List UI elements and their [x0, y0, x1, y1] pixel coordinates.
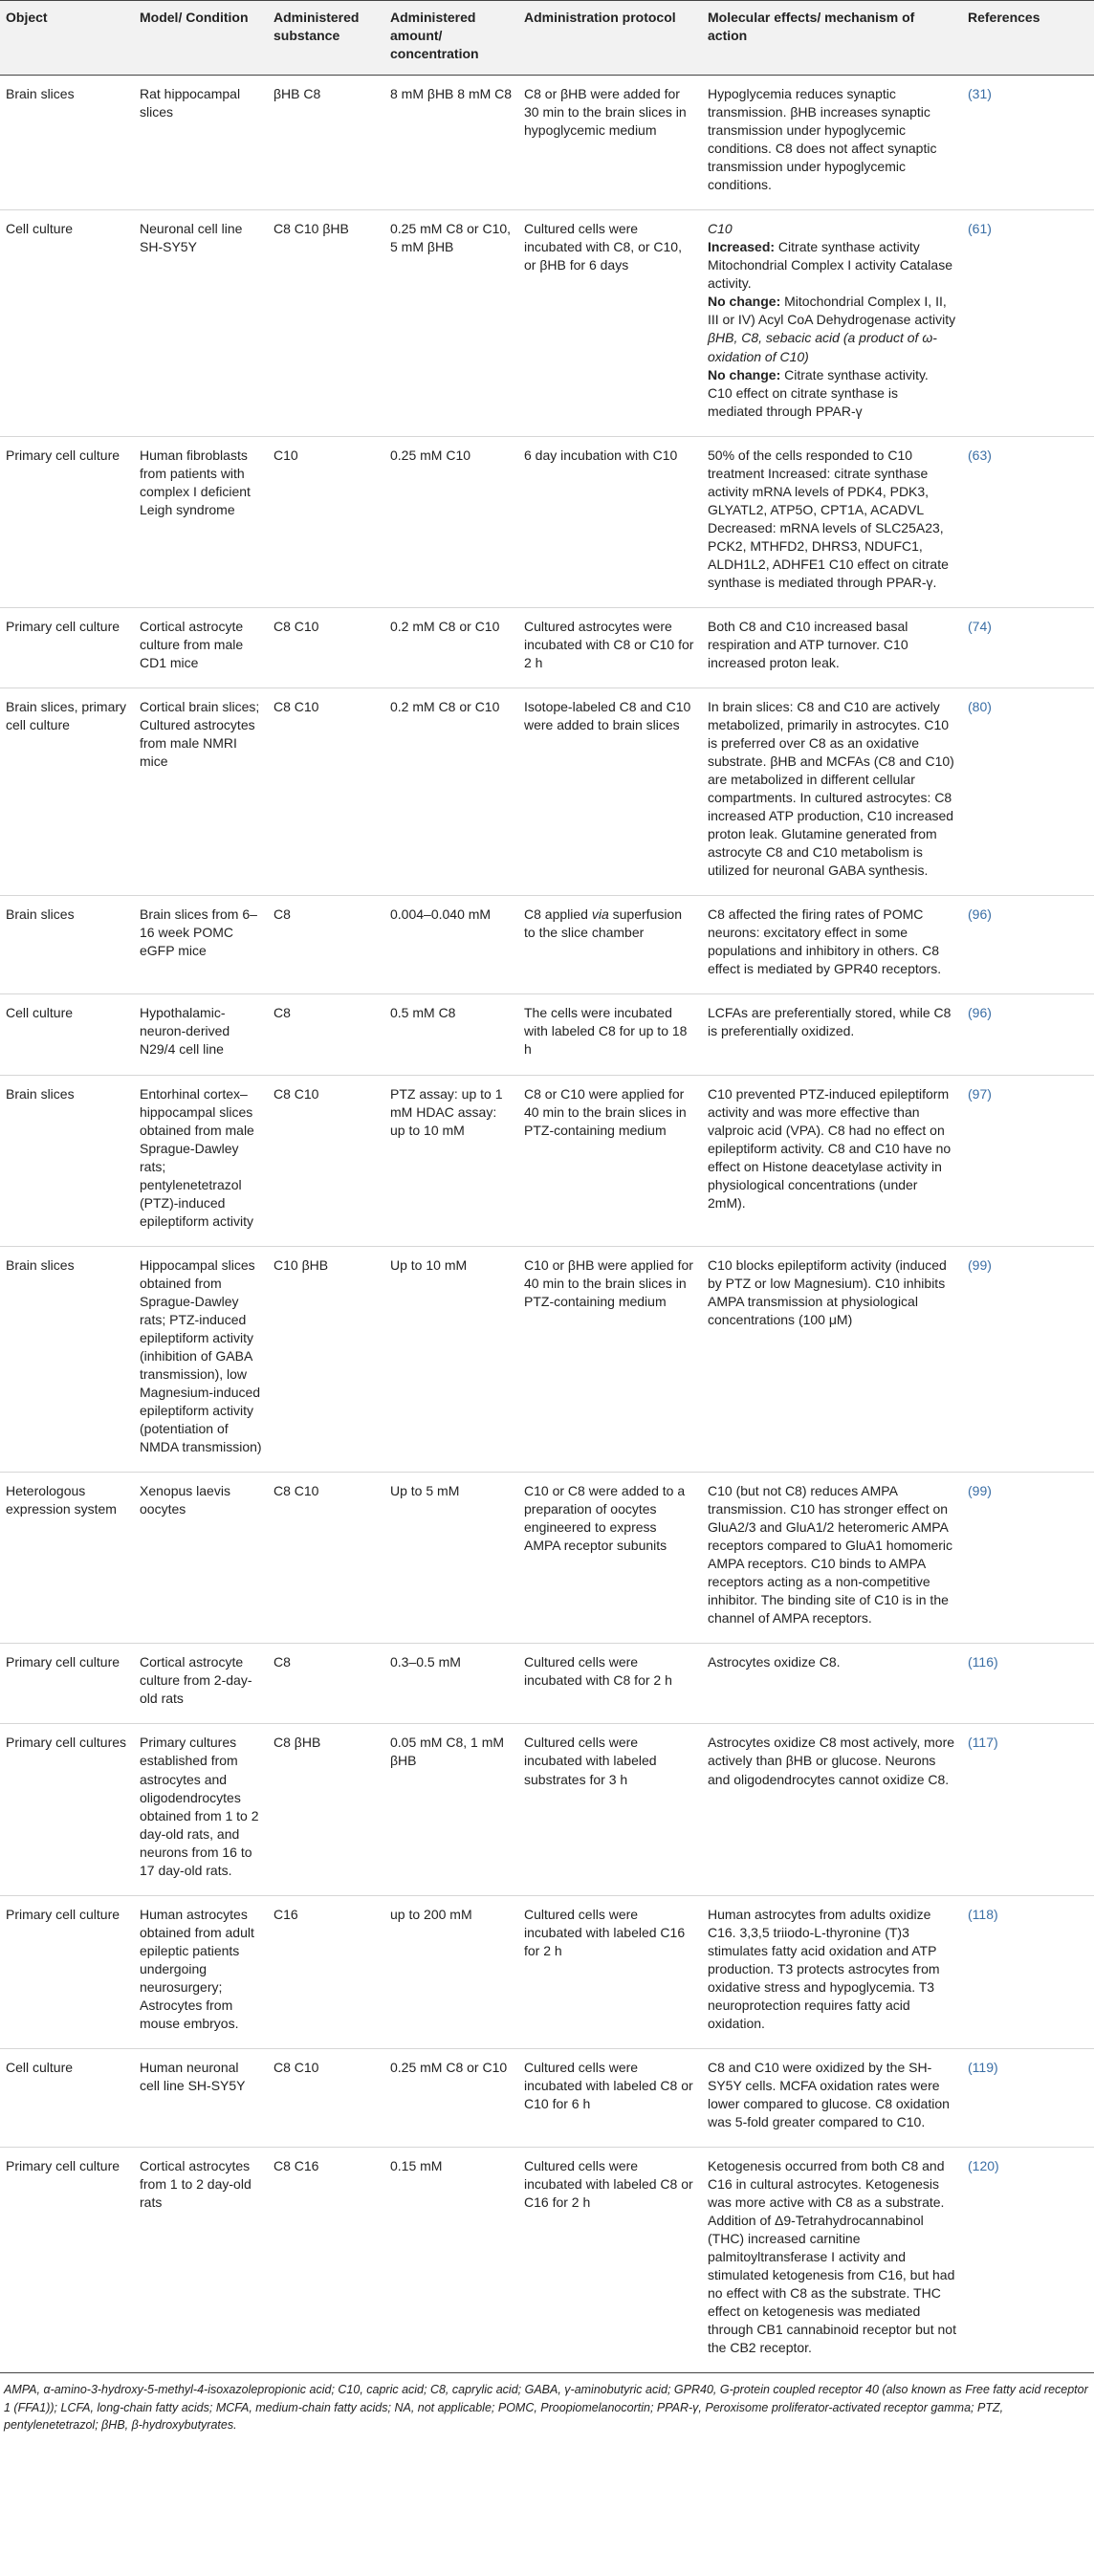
table-row [0, 607, 1094, 688]
effects-bold-label: Increased: [708, 239, 776, 255]
cell-substance: C16 [268, 1895, 384, 2048]
cell-object: Primary cell culture [0, 436, 134, 607]
cell-substance: C8 C16 [268, 2148, 384, 2373]
effects-bold-label: No change: [708, 366, 781, 382]
reference-link[interactable]: (118) [962, 1895, 1094, 2048]
table-body [0, 76, 1094, 2373]
cell-amount: 0.3–0.5 mM [384, 1644, 518, 1724]
effects-text: Citrate synthase activity Mitochondrial Complex I activity Catalase activity. [708, 239, 952, 292]
reference-link[interactable]: (31) [962, 76, 1094, 210]
cell-object: Primary cell culture [0, 1895, 134, 2048]
cell-protocol: C8 or βHB were added for 30 min to the brain slices in hypoglycemic medium [518, 76, 702, 210]
reference-link[interactable]: (61) [962, 210, 1094, 436]
cell-protocol: C8 or C10 were applied for 40 min to the brain slices in PTZ-containing medium [518, 1075, 702, 1246]
effects-italic-label: C10 [708, 221, 733, 237]
cell-model: Hypothalamic-neuron-derived N29/4 cell line [134, 994, 268, 1075]
cell-protocol: Isotope-labeled C8 and C10 were added to brain slices [518, 688, 702, 895]
cell-substance: C10 [268, 436, 384, 607]
cell-substance: C8 [268, 994, 384, 1075]
reference-link[interactable]: (119) [962, 2048, 1094, 2147]
cell-effects: Ketogenesis occurred from both C8 and C16 in cultural astrocytes. Ketogenesis was more active with C8 as a substrate. Addition of Δ9-Tetrahydrocannabinol (THC) increased carnitine palmitoyltransferase I activity and stimulated ketogenesis from C16, but had no effect with C8 as the substrate. THC effect on ketogenesis was mediated through CB1 cannabinoid receptor but not the CB2 receptor. [702, 2148, 962, 2373]
cell-protocol: Cultured cells were incubated with labeled C8 or C10 for 6 h [518, 2048, 702, 2147]
effects-bold-label: No change: [708, 294, 781, 310]
table-row [0, 994, 1094, 1075]
reference-link[interactable]: (63) [962, 436, 1094, 607]
reference-link[interactable]: (116) [962, 1644, 1094, 1724]
reference-link[interactable]: (96) [962, 896, 1094, 994]
header-effects: Molecular effects/ mechanism of action [702, 1, 962, 76]
cell-amount: Up to 10 mM [384, 1246, 518, 1472]
cell-substance: C8 C10 [268, 1473, 384, 1644]
cell-object: Heterologous expression system [0, 1473, 134, 1644]
cell-object: Primary cell culture [0, 607, 134, 688]
reference-link[interactable]: (97) [962, 1075, 1094, 1246]
cell-protocol: The cells were incubated with labeled C8 for up to 18 h [518, 994, 702, 1075]
cell-effects: Astrocytes oxidize C8. [702, 1644, 962, 1724]
table-row [0, 76, 1094, 210]
effects-text: Citrate synthase activity. C10 effect on citrate synthase is mediated through PPAR-γ [708, 366, 929, 419]
cell-amount: 8 mM βHB 8 mM C8 [384, 76, 518, 210]
cell-model: Neuronal cell line SH-SY5Y [134, 210, 268, 436]
cell-effects: Human astrocytes from adults oxidize C16. 3,3,5 triiodo-L-thyronine (T)3 stimulates fatty acid oxidation and ATP production. T3 protects astrocytes from oxidative stress and hypoglycemia. T3 neuroprotection requires fatty acid oxidation. [702, 1895, 962, 2048]
table-row [0, 1895, 1094, 2048]
cell-substance: C8 C10 [268, 2048, 384, 2147]
effects-text: Mitochondrial Complex I, II, III or IV) Acyl CoA Dehydrogenase activity [708, 294, 956, 328]
table-row [0, 436, 1094, 607]
cell-effects: Astrocytes oxidize C8 most actively, more actively than βHB or glucose. Neurons and oligodendrocytes cannot oxidize C8. [702, 1724, 962, 1895]
header-amount: Administered amount/ concentration [384, 1, 518, 76]
cell-model: Human astrocytes obtained from adult epileptic patients undergoing neurosurgery; Astrocytes from mouse embryos. [134, 1895, 268, 2048]
header-protocol: Administration protocol [518, 1, 702, 76]
cell-protocol: Cultured cells were incubated with labeled C16 for 2 h [518, 1895, 702, 2048]
cell-object: Primary cell cultures [0, 1724, 134, 1895]
reference-link[interactable]: (80) [962, 688, 1094, 895]
protocol-italic: via [591, 906, 609, 923]
table-row [0, 896, 1094, 994]
cell-amount: 0.004–0.040 mM [384, 896, 518, 994]
cell-protocol: Cultured cells were incubated with labeled C8 or C16 for 2 h [518, 2148, 702, 2373]
cell-protocol [518, 896, 702, 994]
cell-object: Cell culture [0, 210, 134, 436]
cell-model: Cortical brain slices; Cultured astrocytes from male NMRI mice [134, 688, 268, 895]
cell-protocol: C10 or C8 were added to a preparation of oocytes engineered to express AMPA receptor subunits [518, 1473, 702, 1644]
cell-model: Primary cultures established from astrocytes and oligodendrocytes obtained from 1 to 2 day-old rats, and neurons from 16 to 17 day-old rats. [134, 1724, 268, 1895]
cell-model: Rat hippocampal slices [134, 76, 268, 210]
table-row [0, 210, 1094, 436]
cell-object: Brain slices [0, 76, 134, 210]
cell-amount: 0.2 mM C8 or C10 [384, 607, 518, 688]
cell-substance: C10 βHB [268, 1246, 384, 1472]
cell-amount: 0.25 mM C10 [384, 436, 518, 607]
header-model: Model/ Condition [134, 1, 268, 76]
header-object: Object [0, 1, 134, 76]
table-row [0, 688, 1094, 895]
cell-effects: 50% of the cells responded to C10 treatment Increased: citrate synthase activity mRNA levels of PDK4, PDK3, GLYATL2, ATP5O, CPT1A, ACADVL Decreased: mRNA levels of SLC25A23, PCK2, MTHFD2, DHRS3, NDUFC1, ALDH1L2, ADHFE1 C10 effect on citrate synthase is mediated through PPAR-γ. [702, 436, 962, 607]
header-row [0, 1, 1094, 76]
cell-amount: Up to 5 mM [384, 1473, 518, 1644]
cell-effects: C10 blocks epileptiform activity (induced by PTZ or low Magnesium). C10 inhibits AMPA transmission at physiological concentrations (100 μM) [702, 1246, 962, 1472]
table-header [0, 1, 1094, 76]
cell-object: Brain slices [0, 896, 134, 994]
cell-substance: C8 [268, 896, 384, 994]
table-row [0, 2148, 1094, 2373]
cell-amount: 0.05 mM C8, 1 mM βHB [384, 1724, 518, 1895]
cell-object: Brain slices [0, 1075, 134, 1246]
protocol-text: superfusion to the slice chamber [524, 906, 683, 941]
table-row [0, 1724, 1094, 1895]
cell-amount: up to 200 mM [384, 1895, 518, 2048]
reference-link[interactable]: (99) [962, 1473, 1094, 1644]
table-footnote: AMPA, α-amino-3-hydroxy-5-methyl-4-isoxazolepropionic acid; C10, capric acid; C8, caprylic acid; GABA, γ-aminobutyric acid; GPR40, G-protein coupled receptor 40 (also known as Free fatty acid receptor 1 (FFA1)); LCFA, long-chain fatty acids; MCFA, medium-chain fatty acids; NA, not applicable; POMC, Proopiomelanocortin; PPAR-γ, Peroxisome proliferator-activated receptor gamma; PTZ, pentylenetetrazol; βHB, β-hydroxybutyrates. [4, 2383, 1088, 2432]
cell-model: Cortical astrocyte culture from male CD1 mice [134, 607, 268, 688]
cell-substance: C8 βHB [268, 1724, 384, 1895]
cell-protocol: Cultured cells were incubated with labeled substrates for 3 h [518, 1724, 702, 1895]
cell-effects [702, 210, 962, 436]
cell-protocol: C10 or βHB were applied for 40 min to the brain slices in PTZ-containing medium [518, 1246, 702, 1472]
cell-protocol: 6 day incubation with C10 [518, 436, 702, 607]
header-substance: Administered substance [268, 1, 384, 76]
cell-effects: C8 and C10 were oxidized by the SH-SY5Y cells. MCFA oxidation rates were lower compared to glucose. C8 oxidation was 5-fold greater compared to C10. [702, 2048, 962, 2147]
table-row [0, 1246, 1094, 1472]
cell-substance: C8 [268, 1644, 384, 1724]
cell-object: Cell culture [0, 994, 134, 1075]
cell-effects: Hypoglycemia reduces synaptic transmission. βHB increases synaptic transmission under hypoglycemic conditions. C8 does not affect synaptic transmission under hypoglycemic conditions. [702, 76, 962, 210]
cell-amount: PTZ assay: up to 1 mM HDAC assay: up to 10 mM [384, 1075, 518, 1246]
cell-model: Human fibroblasts from patients with complex I deficient Leigh syndrome [134, 436, 268, 607]
cell-object: Brain slices, primary cell culture [0, 688, 134, 895]
cell-amount: 0.2 mM C8 or C10 [384, 688, 518, 895]
cell-model: Xenopus laevis oocytes [134, 1473, 268, 1644]
reference-link[interactable]: (99) [962, 1246, 1094, 1472]
cell-amount: 0.5 mM C8 [384, 994, 518, 1075]
cell-substance: βHB C8 [268, 76, 384, 210]
table-row [0, 1473, 1094, 1644]
reference-link[interactable]: (117) [962, 1724, 1094, 1895]
cell-model: Cortical astrocytes from 1 to 2 day-old rats [134, 2148, 268, 2373]
cell-model: Brain slices from 6–16 week POMC eGFP mice [134, 896, 268, 994]
cell-amount: 0.15 mM [384, 2148, 518, 2373]
table-row [0, 2048, 1094, 2147]
cell-model: Human neuronal cell line SH-SY5Y [134, 2048, 268, 2147]
cell-protocol: Cultured cells were incubated with C8, or C10, or βHB for 6 days [518, 210, 702, 436]
cell-effects: LCFAs are preferentially stored, while C8 is preferentially oxidized. [702, 994, 962, 1075]
cell-substance: C8 C10 [268, 607, 384, 688]
table-row [0, 1075, 1094, 1246]
cell-model: Cortical astrocyte culture from 2-day-old rats [134, 1644, 268, 1724]
cell-effects: C10 (but not C8) reduces AMPA transmission. C10 has stronger effect on GluA2/3 and GluA1/2 heteromeric AMPA receptors compared to GluA1 homomeric AMPA receptors. C10 binds to AMPA receptors acting as a non-competitive inhibitor. The binding site of C10 is in the channel of AMPA receptors. [702, 1473, 962, 1644]
cell-model: Hippocampal slices obtained from Sprague-Dawley rats; PTZ-induced epileptiform activity (inhibition of GABA transmission), low Magnesium-induced epileptiform activity (potentiation of NMDA transmission) [134, 1246, 268, 1472]
reference-link[interactable]: (96) [962, 994, 1094, 1075]
table-row [0, 1644, 1094, 1724]
cell-model: Entorhinal cortex–hippocampal slices obtained from male Sprague-Dawley rats; pentylenetetrazol (PTZ)-induced epileptiform activity [134, 1075, 268, 1246]
cell-amount: 0.25 mM C8 or C10, 5 mM βHB [384, 210, 518, 436]
cell-object: Primary cell culture [0, 2148, 134, 2373]
cell-effects: C10 prevented PTZ-induced epileptiform activity and was more effective than valproic acid (VPA). C8 had no effect on epileptiform activity. C8 and C10 have no effect on Histone deacetylase activity in physiological concentrations (under 2mM). [702, 1075, 962, 1246]
cell-effects: C8 affected the firing rates of POMC neurons: excitatory effect in some populations and inhibitory in others. C8 effect is mediated by GPR40 receptors. [702, 896, 962, 994]
cell-protocol: Cultured cells were incubated with C8 for 2 h [518, 1644, 702, 1724]
cell-effects: In brain slices: C8 and C10 are actively metabolized, primarily in astrocytes. C10 is preferred over C8 as an oxidative substrate. βHB and MCFAs (C8 and C10) are metabolized in different cellular compartments. In cultured astrocytes: C8 increased ATP production, C10 increased proton leak. Glutamine generated from astrocyte C8 and C10 metabolism is utilized for neuronal GABA synthesis. [702, 688, 962, 895]
cell-substance: C8 C10 βHB [268, 210, 384, 436]
header-references: References [962, 1, 1094, 76]
reference-link[interactable]: (120) [962, 2148, 1094, 2373]
cell-effects: Both C8 and C10 increased basal respiration and ATP turnover. C10 increased proton leak. [702, 607, 962, 688]
reference-link[interactable]: (74) [962, 607, 1094, 688]
cell-object: Primary cell culture [0, 1644, 134, 1724]
cell-substance: C8 C10 [268, 688, 384, 895]
cell-protocol: Cultured astrocytes were incubated with C8 or C10 for 2 h [518, 607, 702, 688]
cell-amount: 0.25 mM C8 or C10 [384, 2048, 518, 2147]
cell-object: Cell culture [0, 2048, 134, 2147]
cell-substance: C8 C10 [268, 1075, 384, 1246]
protocol-text: C8 applied [524, 906, 592, 923]
effects-italic-text: βHB, C8, sebacic acid (a product of ω-oxidation of C10) [708, 330, 937, 364]
cell-object: Brain slices [0, 1246, 134, 1472]
